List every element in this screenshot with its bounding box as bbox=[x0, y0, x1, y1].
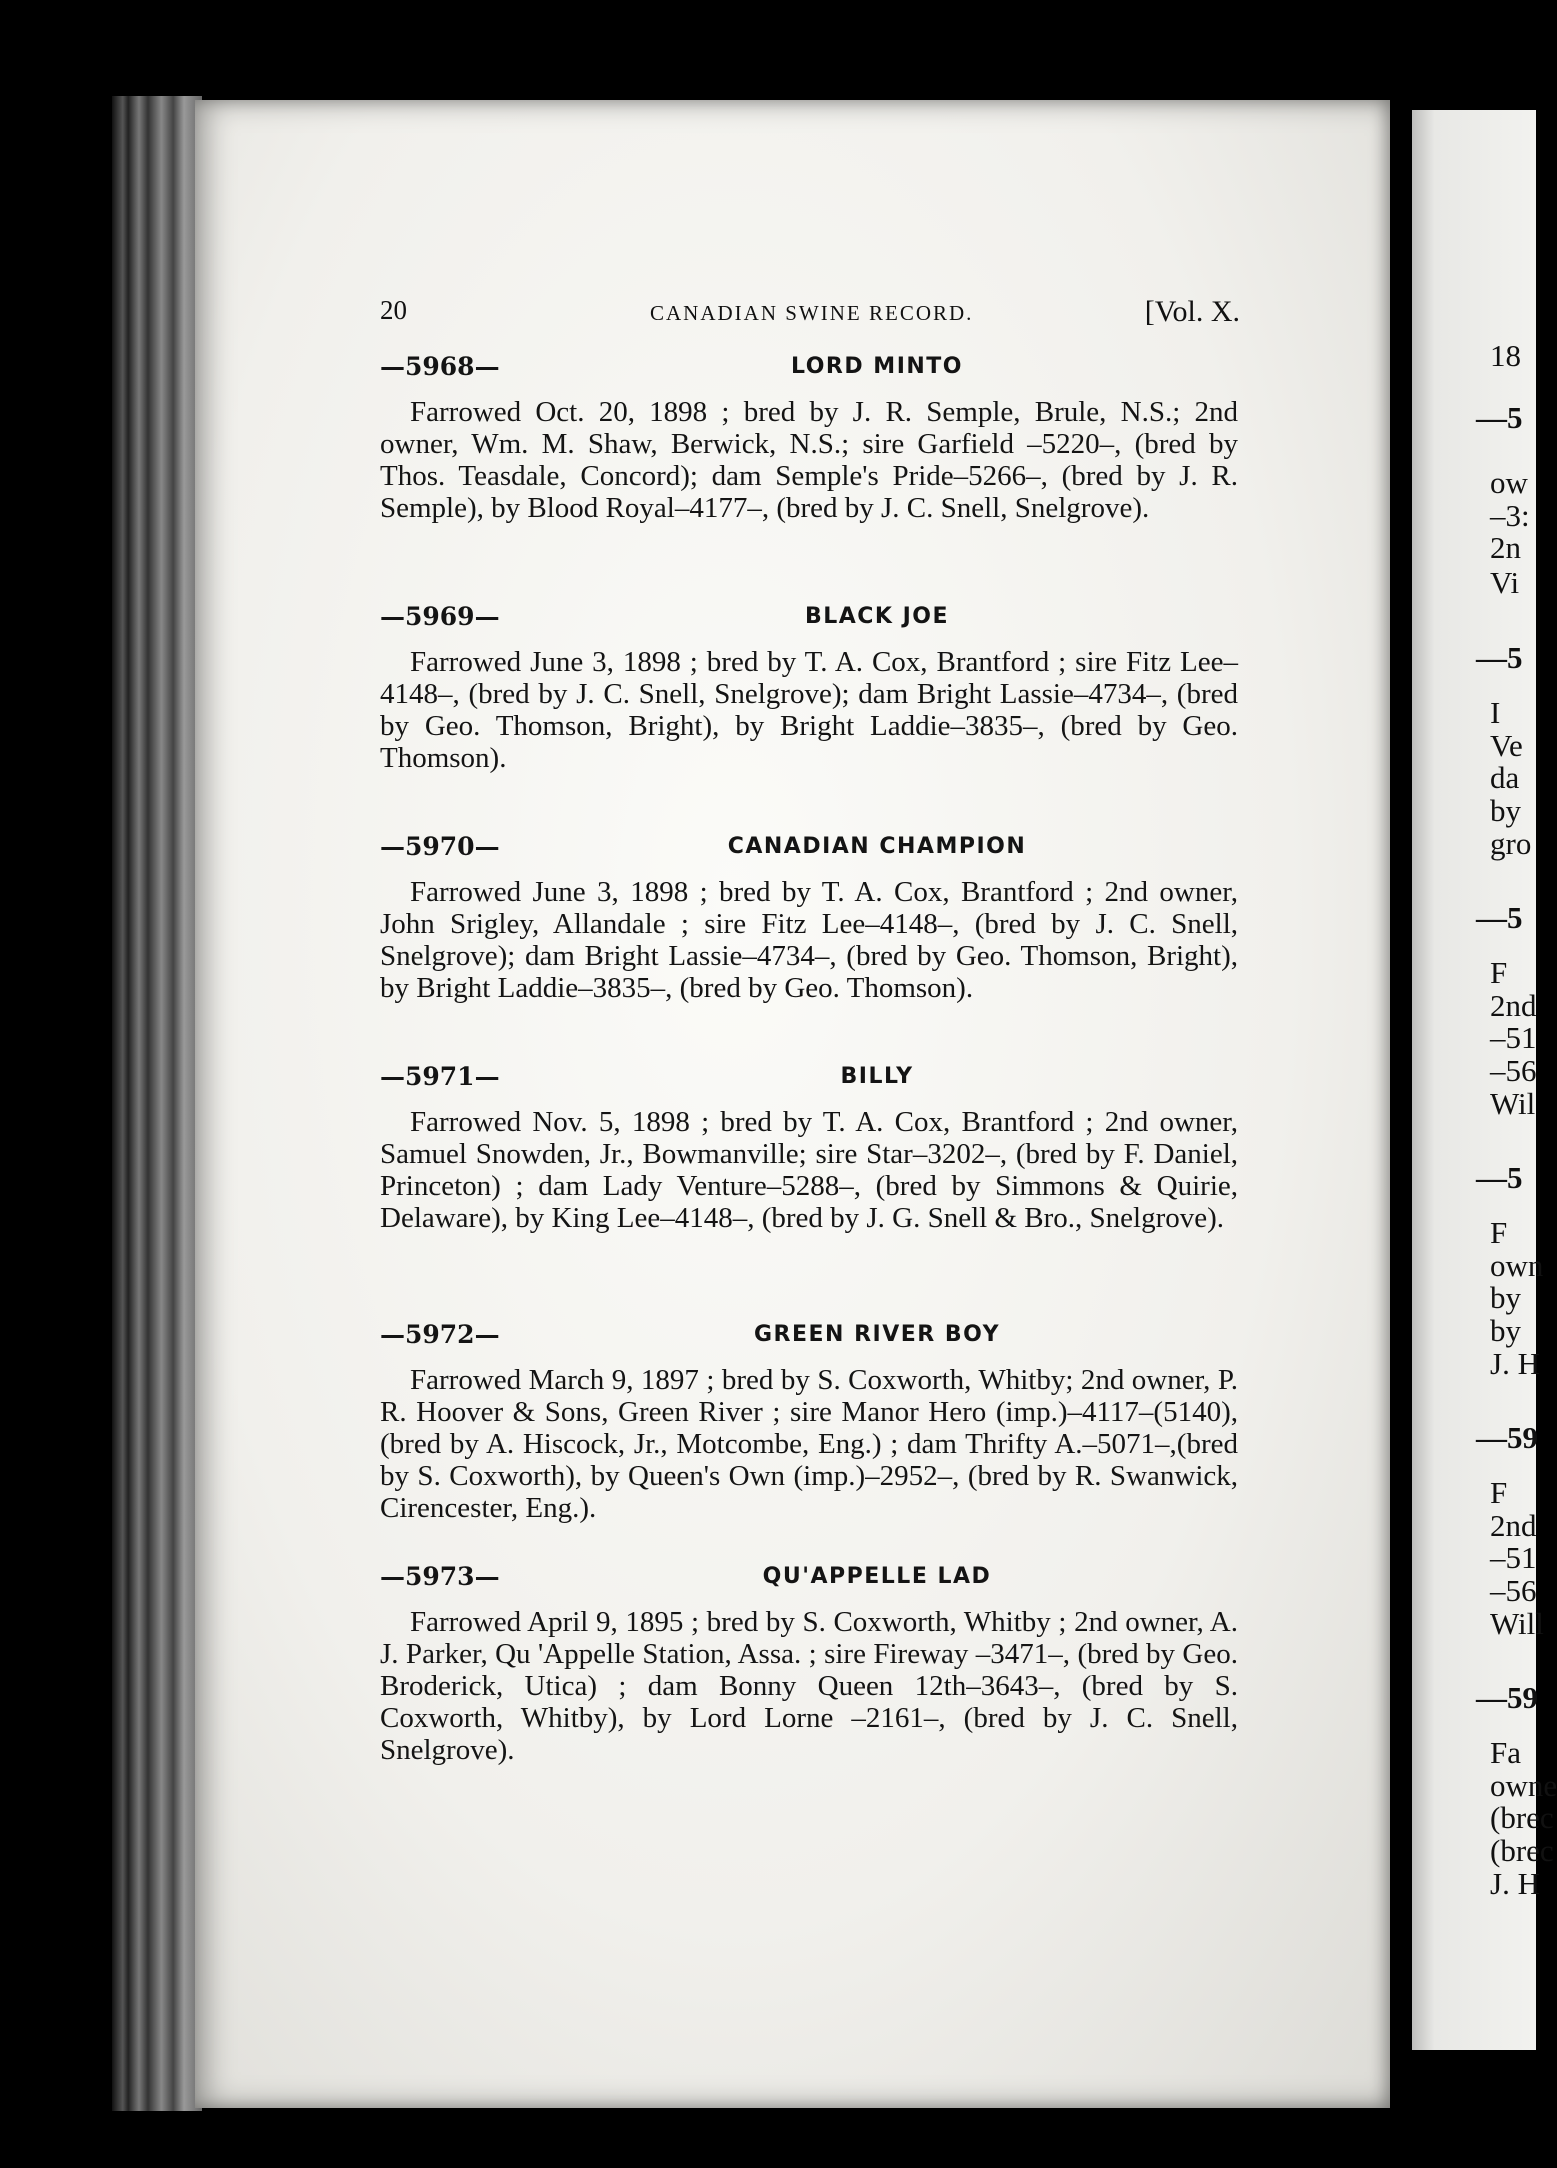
entry-text: Farrowed June 3, 1898 ; bred by T. A. Cox, Brantford ; sire Fitz Lee–4148–, (bred by J. C. Snell, Snelgrove); dam Bright Lassie–4734–, (bred by Geo. Thomson, Bright), by Bright Laddie–3835–, (bred by Geo. Thomson). bbox=[380, 646, 1238, 774]
animal-name: GREEN RIVER BOY bbox=[753, 1322, 1001, 1347]
right-page-fragment: —5 bbox=[1476, 1160, 1523, 1195]
registration-number: —5972— bbox=[380, 1320, 500, 1349]
right-page-fragment: by bbox=[1490, 1313, 1521, 1348]
right-page-fragment: —5 bbox=[1476, 900, 1523, 935]
entry-text: Farrowed Oct. 20, 1898 ; bred by J. R. Semple, Brule, N.S.; 2nd owner, Wm. M. Shaw, Berwick, N.S.; sire Garfield –5220–, (bred by Thos. Teasdale, Concord); dam Semple's Pride–5266–, (bred by J. R. Semple), by Blood Royal–4177–, (bred by J. C. Snell, Snelgrove). bbox=[380, 396, 1238, 524]
right-page-fragment: J. H bbox=[1490, 1866, 1540, 1901]
entry-text: Farrowed June 3, 1898 ; bred by T. A. Cox, Brantford ; 2nd owner, John Srigley, Allandale ; sire Fitz Lee–4148–, (bred by J. C. Snell, Snelgrove); dam Bright Lassie–4734–, (bred by Geo. Thomson, Bright), by Bright Laddie–3835–, (bred by Geo. Thomson). bbox=[380, 876, 1238, 1004]
right-page-fragment: 18 bbox=[1490, 338, 1521, 373]
registration-number: —5969— bbox=[380, 602, 500, 631]
right-page-fragment: ow bbox=[1490, 465, 1528, 500]
right-page-edge bbox=[1412, 110, 1557, 2050]
right-page-fragment: F bbox=[1490, 1475, 1508, 1510]
right-page-fragment: own bbox=[1490, 1248, 1544, 1283]
volume-label: [Vol. X. bbox=[1144, 295, 1240, 328]
animal-name: QU'APPELLE LAD bbox=[762, 1564, 992, 1589]
right-page-fragment: Fa bbox=[1490, 1735, 1521, 1770]
registration-number: —5968— bbox=[380, 352, 500, 381]
right-page-fragment: —5 bbox=[1476, 400, 1523, 435]
animal-name: BILLY bbox=[840, 1064, 914, 1089]
entry-5973 bbox=[372, 1562, 1242, 1766]
right-page-fragment: –56 bbox=[1490, 1053, 1537, 1088]
entry-5968 bbox=[372, 352, 1242, 524]
right-page-fragment: Will bbox=[1490, 1606, 1544, 1641]
book-binding-edge bbox=[112, 96, 202, 2111]
entry-5971 bbox=[372, 1062, 1242, 1234]
right-page-fragment: Wil bbox=[1490, 1086, 1536, 1121]
right-page-fragment: –51 bbox=[1490, 1540, 1537, 1575]
right-page-fragment: by bbox=[1490, 793, 1521, 828]
right-page-fragment: 2n bbox=[1490, 530, 1521, 565]
animal-name: CANADIAN CHAMPION bbox=[727, 834, 1027, 859]
right-page-fragment: 2nd bbox=[1490, 1508, 1537, 1543]
right-page-fragment: –3: bbox=[1490, 498, 1530, 533]
entry-5970 bbox=[372, 832, 1242, 1004]
entry-text: Farrowed Nov. 5, 1898 ; bred by T. A. Cox, Brantford ; 2nd owner, Samuel Snowden, Jr., Bowmanville; sire Star–3202–, (bred by F. Daniel, Princeton) ; dam Lady Venture–5288–, (bred by Simmons & Quirie, Delaware), by King Lee–4148–, (bred by J. G. Snell & Bro., Snelgrove). bbox=[380, 1106, 1238, 1234]
right-page-fragment: gro bbox=[1490, 826, 1532, 861]
page-number: 20 bbox=[380, 295, 407, 325]
right-page-fragment: —59 bbox=[1476, 1680, 1538, 1715]
entry-5972 bbox=[372, 1320, 1242, 1524]
right-page-fragment: Ve bbox=[1490, 728, 1523, 763]
registration-number: —5973— bbox=[380, 1562, 500, 1591]
right-page-fragment: F bbox=[1490, 955, 1508, 990]
animal-name: LORD MINTO bbox=[791, 354, 963, 379]
right-page-fragment: F bbox=[1490, 1215, 1508, 1250]
right-page-fragment: –56 bbox=[1490, 1573, 1537, 1608]
right-page-fragment: Vi bbox=[1490, 565, 1520, 600]
right-page-fragment: J. H bbox=[1490, 1346, 1540, 1381]
page-header bbox=[380, 295, 1240, 335]
right-page-fragment: (brec bbox=[1490, 1800, 1554, 1835]
registration-number: —5971— bbox=[380, 1062, 500, 1091]
right-page-fragment: —5 bbox=[1476, 640, 1523, 675]
right-page-fragment: –51 bbox=[1490, 1020, 1537, 1055]
entry-text: Farrowed March 9, 1897 ; bred by S. Coxworth, Whitby; 2nd owner, P. R. Hoover & Sons, Green River ; sire Manor Hero (imp.)–4117–(5140), (bred by A. Hiscock, Jr., Motcombe, Eng.) ; dam Thrifty A.–5071–,(bred by S. Coxworth), by Queen's Own (imp.)–2952–, (bred by R. Swanwick, Cirencester, Eng.). bbox=[380, 1364, 1238, 1524]
right-page-fragment: (brec bbox=[1490, 1833, 1554, 1868]
registration-number: —5970— bbox=[380, 832, 500, 861]
right-page-fragment: —59 bbox=[1476, 1420, 1538, 1455]
right-page-fragment: owne bbox=[1490, 1768, 1557, 1803]
right-page-fragment: da bbox=[1490, 760, 1520, 795]
entry-5969 bbox=[372, 602, 1242, 774]
right-page-fragment: 2nd bbox=[1490, 988, 1537, 1023]
running-title: CANADIAN SWINE RECORD. bbox=[650, 301, 974, 325]
entry-text: Farrowed April 9, 1895 ; bred by S. Coxworth, Whitby ; 2nd owner, A. J. Parker, Qu 'Appelle Station, Assa. ; sire Fireway –3471–, (bred by Geo. Broderick, Utica) ; dam Bonny Queen 12th–3643–, (bred by S. Coxworth, Whitby), by Lord Lorne –2161–, (bred by J. C. Snell, Snelgrove). bbox=[380, 1606, 1238, 1766]
animal-name: BLACK JOE bbox=[804, 604, 950, 629]
right-page-fragment: I bbox=[1490, 695, 1501, 730]
right-page-fragment: by bbox=[1490, 1280, 1521, 1315]
